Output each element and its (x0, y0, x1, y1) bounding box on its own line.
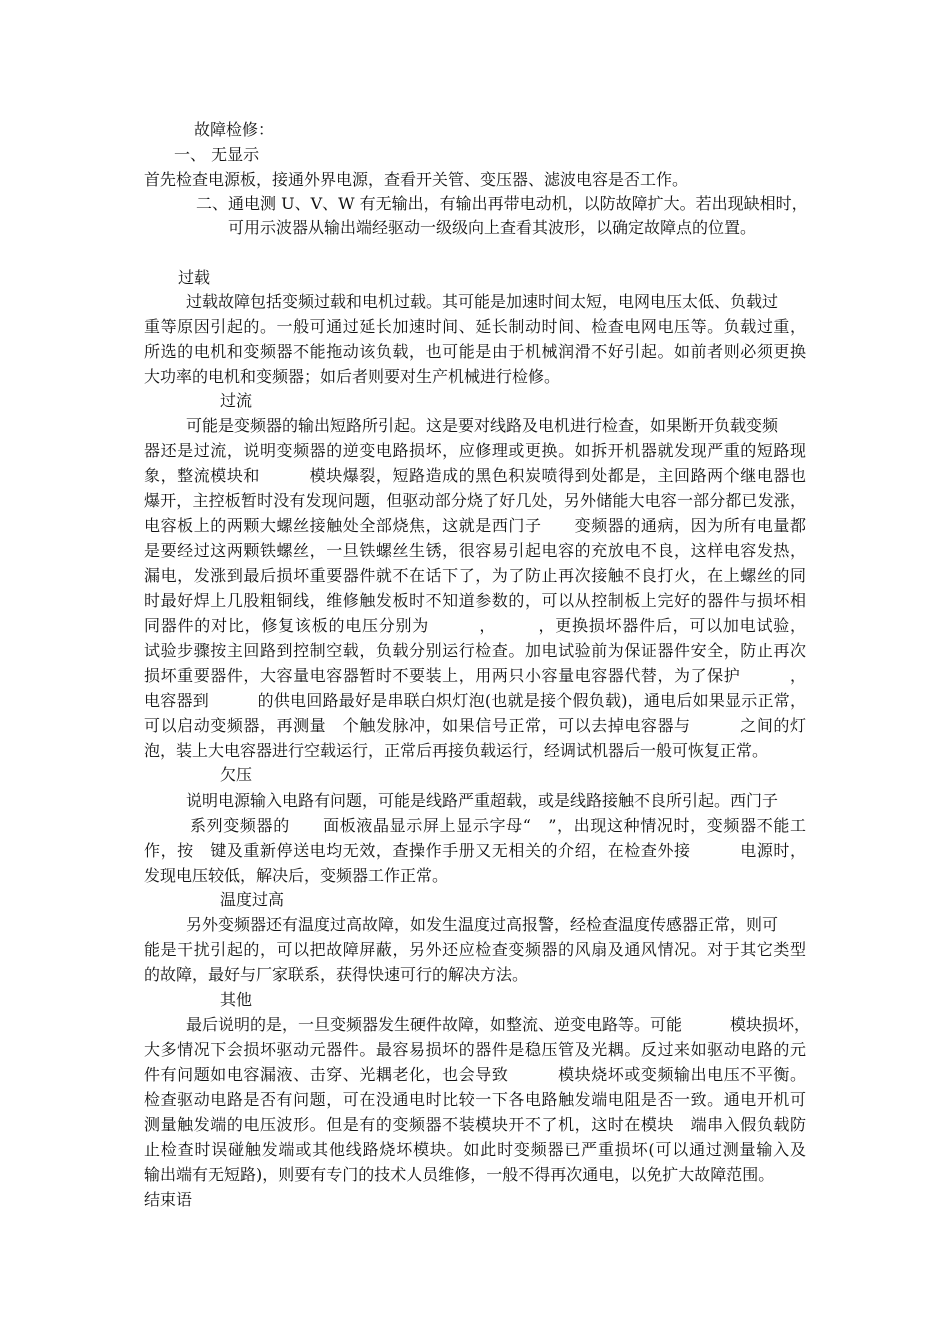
paragraph-line: 可以启动变频器，再测量 个触发脉冲，如果信号正常，可以去掉电容器与 之间的灯 (144, 716, 806, 735)
paragraph-line: 损坏重要器件，大容量电容器暂时不要装上，用两只小容量电容器代替，为了保护 ， (144, 666, 806, 685)
paragraph-line: 能是干扰引起的，可以把故障屏蔽，另外还应检查变频器的风扇及通风情况。对于其它类型 (144, 940, 806, 959)
paragraph-line: 说明电源输入电路有问题，可能是线路严重超载，或是线路接触不良所引起。西门子 (186, 791, 779, 810)
paragraph-line: 泡，装上大电容器进行空载运行，正常后再接负载运行，经调试机器后一般可恢复正常。 (144, 741, 769, 760)
section-title-overcurrent: 过流 (220, 391, 253, 410)
paragraph-line: 首先检查电源板，接通外界电源，查看开关管、变压器、滤波电容是否工作。 (144, 170, 689, 189)
paragraph-line: 止检查时误碰触发端或其他线路烧坏模块。如此时变频器已严重损坏(可以通过测量输入及 (144, 1140, 806, 1159)
section-title-undervoltage: 欠压 (220, 765, 253, 784)
paragraph-line: 漏电，发涨到最后损坏重要器件就不在话下了，为了防止再次接触不良打火，在上螺丝的同 (144, 566, 806, 585)
paragraph-line: 电容板上的两颗大螺丝接触处全部烧焦，这就是西门子 变频器的通病，因为所有电量都 (144, 516, 806, 535)
paragraph-line: 检查驱动电路是否有问题，可在没通电时比较一下各电路触发端电阻是否一致。通电开机可 (144, 1090, 806, 1109)
paragraph-line: 的故障，最好与厂家联系，获得快速可行的解决方法。 (144, 965, 529, 984)
paragraph-line: 过载故障包括变频过载和电机过载。其可能是加速时间太短，电网电压太低、负载过 (186, 292, 779, 311)
paragraph-line: 爆开，主控板暂时没有发现问题，但驱动部分烧了好几处，另外储能大电容一部分都已发涨， (144, 491, 806, 510)
paragraph-line: 发现电压较低，解决后，变频器工作正常。 (144, 866, 449, 885)
section-title-overtemperature: 温度过高 (220, 890, 285, 909)
paragraph-line: 另外变频器还有温度过高故障，如发生温度过高报警，经检查温度传感器正常，则可 (186, 915, 779, 934)
paragraph-line: 二、通电测 U、V、W 有无输出，有输出再带电动机，以防故障扩大。若出现缺相时， (196, 194, 808, 213)
paragraph-line: 可用示波器从输出端经驱动一级级向上查看其波形，以确定故障点的位置。 (228, 218, 757, 237)
paragraph-line: 件有问题如电容漏液、击穿、光耦老化，也会导致 模块烧坏或变频输出电压不平衡。 (144, 1065, 806, 1084)
section-title-no-display: 一、 无显示 (174, 145, 260, 164)
paragraph-line: 大功率的电机和变频器；如后者则要对生产机械进行检修。 (144, 367, 561, 386)
closing-heading: 结束语 (144, 1190, 193, 1209)
document-heading: 故障检修： (194, 120, 275, 139)
paragraph-line: 电容器到 的供电回路最好是串联白炽灯泡(也就是接个假负载)，通电后如果显示正常， (144, 691, 806, 710)
paragraph-line: 是要经过这两颗铁螺丝，一旦铁螺丝生锈，很容易引起电容的充放电不良，这样电容发热， (144, 541, 806, 560)
paragraph-line: 最后说明的是，一旦变频器发生硬件故障，如整流、逆变电路等。可能 模块损坏， (186, 1015, 811, 1034)
paragraph-line: 作，按 键及重新停送电均无效，查操作手册又无相关的介绍，在检查外接 电源时， (144, 841, 806, 860)
paragraph-line: 同器件的对比，修复该板的电压分别为 ， ，更换损坏器件后，可以加电试验， (144, 616, 806, 635)
paragraph-line: 器还是过流，说明变频器的逆变电路损坏，应修理或更换。如拆开机器就发现严重的短路现 (144, 441, 806, 460)
paragraph-line: 可能是变频器的输出短路所引起。这是要对线路及电机进行检查，如果断开负载变频 (186, 416, 779, 435)
paragraph-line: 所选的电机和变频器不能拖动该负载，也可能是由于机械润滑不好引起。如前者则必须更换 (144, 342, 806, 361)
paragraph-line: 测量触发端的电压波形。但是有的变频器不装模块开不了机，这时在模块 端串入假负载防 (144, 1115, 806, 1134)
paragraph-line: 输出端有无短路)，则要有专门的技术人员维修，一般不得再次通电，以免扩大故障范围。 (144, 1165, 775, 1184)
section-title-other: 其他 (220, 990, 253, 1009)
paragraph-line: 象，整流模块和 模块爆裂，短路造成的黑色积炭喷得到处都是，主回路两个继电器也 (144, 466, 806, 485)
paragraph-line: 重等原因引起的。一般可通过延长加速时间、延长制动时间、检查电网电压等。负载过重， (144, 317, 806, 336)
paragraph-line: 大多情况下会损坏驱动元器件。最容易损坏的器件是稳压管及光耦。反过来如驱动电路的元 (144, 1040, 806, 1059)
paragraph-line: 时最好焊上几股粗铜线，维修触发板时不知道参数的，可以从控制板上完好的器件与损坏相 (144, 591, 806, 610)
paragraph-line: 试验步骤按主回路到控制空载，负载分别运行检查。加电试验前为保证器件安全，防止再次 (144, 641, 806, 660)
paragraph-line: 系列变频器的 面板液晶显示屏上显示字母“ ”，出现这种情况时，变频器不能工 (190, 816, 806, 835)
section-title-overload: 过载 (178, 268, 211, 287)
